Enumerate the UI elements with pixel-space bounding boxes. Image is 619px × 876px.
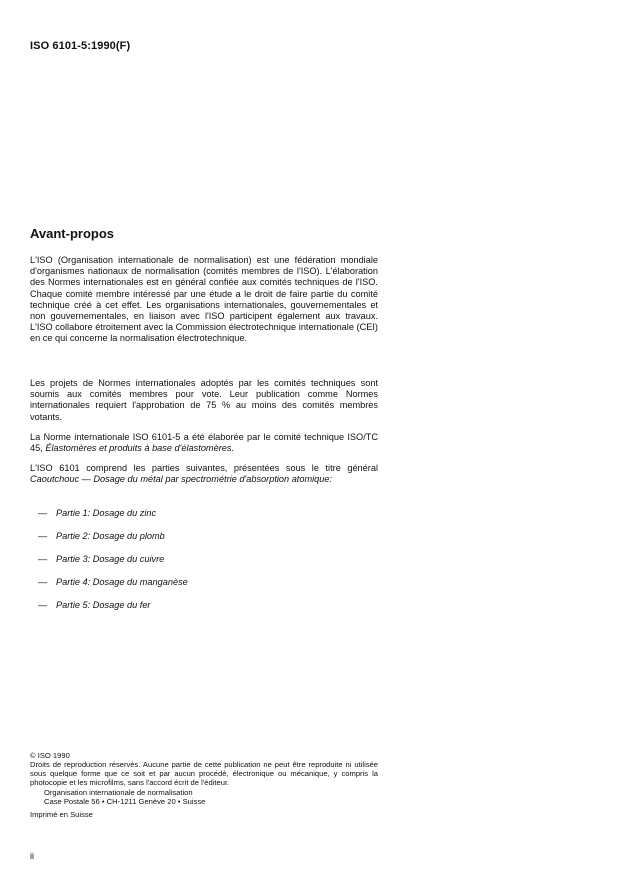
section-title: Avant-propos <box>30 226 115 241</box>
rights-notice: Droits de reproduction réservés. Aucune partie de cette publication ne peut être reproduite ni utilisée sous quelque forme que ce soit et par aucun procédé, électronique ou mécanique, y compris la photocopie et les microfilms, sans l'accord écrit de l'éditeur. <box>30 760 378 787</box>
committee-title: Élastomères et produits à base d'élastomères. <box>45 443 235 454</box>
part-label: Partie 3: <box>56 554 91 564</box>
dash-bullet: — <box>38 531 48 541</box>
list-item <box>38 577 188 587</box>
part-label: Partie 5: <box>56 600 91 610</box>
foreword-paragraph-4 <box>30 463 378 485</box>
list-item <box>38 600 151 610</box>
paragraph-text-plain: La Norme internationale ISO 6101-5 a été élaborée par le comité technique ISO/TC 45, <box>30 432 378 454</box>
part-title: Dosage du plomb <box>92 531 165 541</box>
dash-bullet: — <box>38 577 48 587</box>
printed-in: Imprimé en Suisse <box>30 810 93 819</box>
part-title: Dosage du manganèse <box>92 577 188 587</box>
paragraph-text <box>30 463 378 485</box>
foreword-paragraph-2 <box>30 378 378 423</box>
part-label: Partie 4: <box>56 577 91 587</box>
list-item <box>38 554 164 564</box>
page-number: ii <box>30 851 34 861</box>
dash-bullet: — <box>38 600 48 610</box>
copyright-notice: © ISO 1990 <box>30 751 70 760</box>
series-title: Caoutchouc — Dosage du métal par spectrométrie d'absorption atomique: <box>30 474 333 485</box>
part-title: Dosage du zinc <box>92 508 157 518</box>
foreword-paragraph-1 <box>30 255 378 345</box>
document-id: ISO 6101-5:1990(F) <box>30 40 131 52</box>
org-address: Case Postale 56 • CH-1211 Genève 20 • Suisse <box>44 797 206 806</box>
publisher-address <box>44 788 205 806</box>
paragraph-text: L'ISO (Organisation internationale de normalisation) est une fédération mondiale d'organismes nationaux de normalisation (comités membres de l'ISO). L'élaboration des Normes internationales est en général confiée aux comités techniques de l'ISO. Chaque comité membre intéressé par une étude a le droit de faire partie du comité technique créé à cet effet. Les organisations internationales, gouvernementales et non gouvernementales, en liaison avec l'ISO participent également aux travaux. L'ISO collabore étroitement avec la Commission électrotechnique internationale (CEI) en ce qui concerne la normalisation électrotechnique. <box>30 255 378 344</box>
org-name: Organisation internationale de normalisation <box>44 788 193 797</box>
paragraph-text <box>30 432 378 454</box>
foreword-paragraph-3 <box>30 432 378 454</box>
part-title: Dosage du cuivre <box>92 554 165 564</box>
paragraph-text: Les projets de Normes internationales adoptés par les comités techniques sont soumis aux comités membres pour vote. Leur publication comme Normes internationales requiert l'approbation de 75 % au moins des comités membres votants. <box>30 378 378 422</box>
list-item <box>38 508 156 518</box>
dash-bullet: — <box>38 554 48 564</box>
list-item <box>38 531 165 541</box>
part-title: Dosage du fer <box>92 600 151 610</box>
paragraph-text-plain: L'ISO 6101 comprend les parties suivantes, présentées sous le titre général <box>30 463 378 473</box>
part-label: Partie 1: <box>56 508 91 518</box>
dash-bullet: — <box>38 508 48 518</box>
part-label: Partie 2: <box>56 531 91 541</box>
